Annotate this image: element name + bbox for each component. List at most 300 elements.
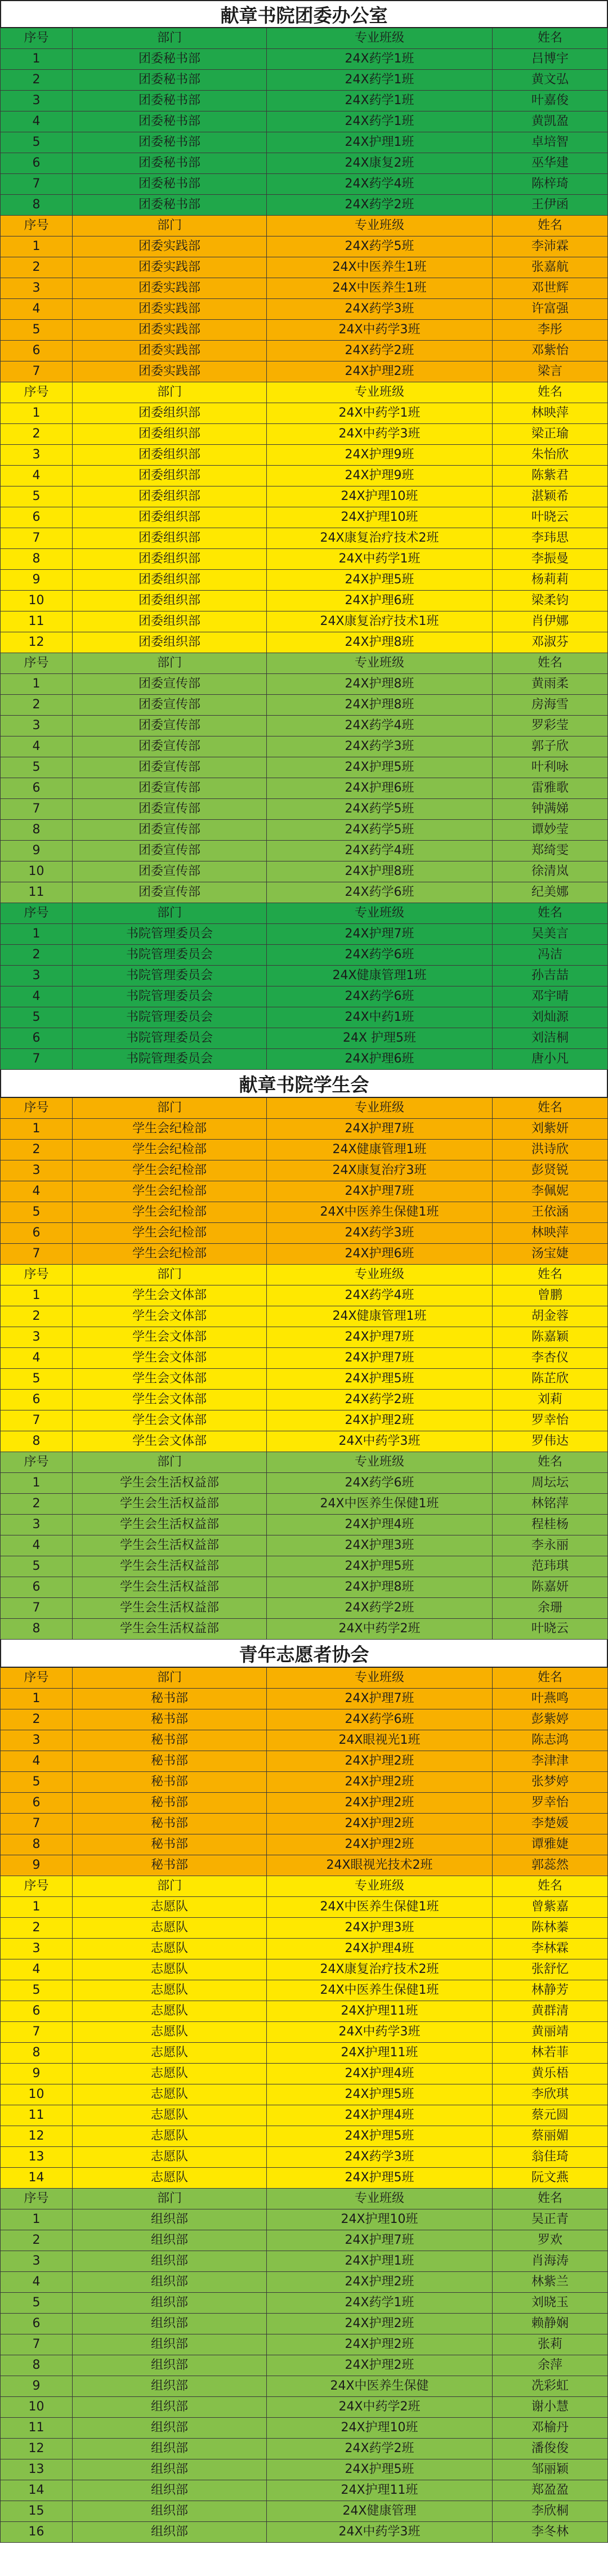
cell-class: 24X护理5班 [266, 570, 492, 590]
cell-class: 24X护理10班 [266, 507, 492, 528]
cell-department: 学生会纪检部 [72, 1119, 266, 1139]
table-row [0, 507, 608, 528]
cell-class: 24X护理6班 [266, 591, 492, 611]
table-row [0, 70, 608, 91]
cell-department: 学生会纪检部 [72, 1160, 266, 1181]
cell-class: 24X护理7班 [266, 924, 492, 944]
cell-class: 24X护理10班 [266, 2209, 492, 2230]
cell-index: 1 [0, 1897, 72, 1917]
cell-name: 邓淑芬 [492, 632, 608, 653]
table-row [0, 2126, 608, 2147]
cell-department: 秘书部 [72, 1793, 266, 1813]
table-row [0, 1730, 608, 1751]
cell-index: 11 [0, 2105, 72, 2126]
cell-department: 书院管理委员会 [72, 966, 266, 986]
cell-name: 陈紫君 [492, 466, 608, 486]
cell-name: 张舒忆 [492, 1959, 608, 1980]
cell-department: 团委组织部 [72, 570, 266, 590]
cell-index: 3 [0, 2251, 72, 2271]
cell-name: 张莉 [492, 2334, 608, 2355]
cell-department: 志愿队 [72, 1918, 266, 1938]
table-row [0, 2251, 608, 2272]
table-row [0, 1855, 608, 1876]
cell-name: 曾鹏 [492, 1285, 608, 1306]
cell-name: 叶晓云 [492, 507, 608, 528]
cell-index: 4 [0, 1959, 72, 1980]
table-row [0, 1390, 608, 1410]
cell-name: 罗欢 [492, 2230, 608, 2251]
header-index: 序号 [0, 216, 72, 236]
cell-name: 张嘉航 [492, 257, 608, 278]
cell-index: 6 [0, 2001, 72, 2021]
cell-name: 郭子欣 [492, 736, 608, 757]
cell-department: 学生会文体部 [72, 1410, 266, 1431]
table-header-row [0, 1098, 608, 1119]
cell-name: 叶利咏 [492, 757, 608, 778]
cell-class: 24X中医养生保健1班 [266, 1202, 492, 1222]
cell-department: 团委实践部 [72, 361, 266, 382]
cell-index: 3 [0, 1939, 72, 1959]
cell-department: 团委组织部 [72, 403, 266, 423]
table-row [0, 1834, 608, 1855]
cell-department: 学生会生活权益部 [72, 1556, 266, 1577]
cell-department: 学生会生活权益部 [72, 1535, 266, 1556]
cell-name: 罗幸怡 [492, 1793, 608, 1813]
cell-name: 曾紫嘉 [492, 1897, 608, 1917]
cell-index: 1 [0, 2209, 72, 2230]
cell-index: 13 [0, 2459, 72, 2480]
cell-class: 24X中药学3班 [266, 1431, 492, 1452]
cell-index: 1 [0, 1689, 72, 1709]
cell-name: 黄乐梧 [492, 2064, 608, 2084]
cell-index: 10 [0, 591, 72, 611]
cell-department: 团委宣传部 [72, 820, 266, 840]
header-name: 姓名 [492, 1098, 608, 1118]
table-row [0, 111, 608, 132]
table-row [0, 799, 608, 820]
cell-index: 2 [0, 257, 72, 278]
cell-class: 24X康复治疗技术2班 [266, 528, 492, 548]
cell-class: 24X中医养生保健1班 [266, 1897, 492, 1917]
cell-name: 黄群清 [492, 2001, 608, 2021]
table-row [0, 466, 608, 486]
cell-name: 邓紫怡 [492, 341, 608, 361]
cell-class: 24X 护理5班 [266, 1028, 492, 1048]
cell-index: 11 [0, 611, 72, 632]
cell-name: 余珊 [492, 1598, 608, 1618]
cell-index: 4 [0, 1348, 72, 1368]
table-row [0, 361, 608, 382]
cell-department: 团委秘书部 [72, 91, 266, 111]
cell-department: 学生会文体部 [72, 1285, 266, 1306]
cell-class: 24X护理6班 [266, 1244, 492, 1264]
cell-index: 9 [0, 1855, 72, 1876]
cell-class: 24X药学1班 [266, 2293, 492, 2313]
table-row [0, 49, 608, 70]
cell-name: 郑绮雯 [492, 841, 608, 861]
cell-index: 1 [0, 1473, 72, 1493]
table-row [0, 1007, 608, 1028]
cell-name: 房海雪 [492, 695, 608, 715]
cell-index: 3 [0, 716, 72, 736]
cell-department: 学生会文体部 [72, 1348, 266, 1368]
header-department: 部门 [72, 653, 266, 673]
cell-name: 梁言 [492, 361, 608, 382]
header-department: 部门 [72, 1668, 266, 1688]
cell-department: 组织部 [72, 2314, 266, 2334]
cell-class: 24X药学4班 [266, 841, 492, 861]
header-index: 序号 [0, 2189, 72, 2209]
cell-department: 学生会生活权益部 [72, 1494, 266, 1514]
cell-index: 2 [0, 1306, 72, 1327]
cell-department: 秘书部 [72, 1730, 266, 1751]
header-index: 序号 [0, 653, 72, 673]
cell-name: 汤宝婕 [492, 1244, 608, 1264]
header-name: 姓名 [492, 1452, 608, 1472]
cell-department: 团委组织部 [72, 632, 266, 653]
cell-department: 书院管理委员会 [72, 924, 266, 944]
table-header-row [0, 28, 608, 49]
cell-class: 24X药学6班 [266, 1473, 492, 1493]
cell-class: 24X护理3班 [266, 1918, 492, 1938]
cell-index: 10 [0, 2397, 72, 2417]
cell-class: 24X康复治疗技术2班 [266, 1959, 492, 1980]
cell-class: 24X护理5班 [266, 757, 492, 778]
cell-name: 叶晓云 [492, 1619, 608, 1639]
cell-name: 叶燕鸣 [492, 1689, 608, 1709]
cell-department: 团委秘书部 [72, 49, 266, 69]
cell-index: 10 [0, 2084, 72, 2105]
cell-name: 翁佳琦 [492, 2147, 608, 2167]
cell-name: 李永丽 [492, 1535, 608, 1556]
table-row [0, 424, 608, 445]
cell-department: 团委宣传部 [72, 778, 266, 798]
cell-department: 书院管理委员会 [72, 945, 266, 965]
cell-class: 24X药学2班 [266, 1598, 492, 1618]
cell-index: 1 [0, 1119, 72, 1139]
cell-department: 志愿队 [72, 1959, 266, 1980]
cell-class: 24X药学6班 [266, 945, 492, 965]
cell-index: 7 [0, 1244, 72, 1264]
cell-department: 志愿队 [72, 2064, 266, 2084]
header-department: 部门 [72, 382, 266, 403]
cell-class: 24X健康管理 [266, 2501, 492, 2521]
cell-index: 2 [0, 70, 72, 90]
table-row [0, 632, 608, 653]
cell-department: 志愿队 [72, 2084, 266, 2105]
cell-class: 24X药学3班 [266, 2147, 492, 2167]
table-row [0, 2397, 608, 2418]
table-row [0, 1897, 608, 1918]
cell-class: 24X护理8班 [266, 632, 492, 653]
header-class: 专业班级 [266, 903, 492, 923]
cell-name: 湛颖希 [492, 486, 608, 507]
cell-index: 5 [0, 757, 72, 778]
cell-name: 肖海涛 [492, 2251, 608, 2271]
cell-name: 李欣琪 [492, 2084, 608, 2105]
cell-department: 志愿队 [72, 2105, 266, 2126]
table-row [0, 486, 608, 507]
cell-name: 林铭萍 [492, 1494, 608, 1514]
cell-index: 6 [0, 1390, 72, 1410]
cell-department: 学生会纪检部 [72, 1202, 266, 1222]
table-row [0, 2168, 608, 2189]
table-row [0, 945, 608, 966]
cell-class: 24X中医养生1班 [266, 278, 492, 298]
table-row [0, 278, 608, 299]
cell-name: 陈梓琦 [492, 174, 608, 194]
cell-class: 24X中药学2班 [266, 1619, 492, 1639]
table-row [0, 1918, 608, 1939]
table-row [0, 1160, 608, 1181]
cell-name: 肖伊娜 [492, 611, 608, 632]
cell-class: 24X健康管理1班 [266, 1140, 492, 1160]
cell-department: 组织部 [72, 2230, 266, 2251]
cell-index: 2 [0, 1494, 72, 1514]
table-row [0, 820, 608, 841]
cell-index: 5 [0, 1202, 72, 1222]
table-row [0, 1369, 608, 1390]
cell-name: 刘莉 [492, 1390, 608, 1410]
cell-name: 吕博宇 [492, 49, 608, 69]
cell-index: 2 [0, 1140, 72, 1160]
cell-name: 梁柔钧 [492, 591, 608, 611]
cell-class: 24X护理2班 [266, 1410, 492, 1431]
cell-name: 李振曼 [492, 549, 608, 569]
cell-name: 李玮思 [492, 528, 608, 548]
cell-name: 周坛坛 [492, 1473, 608, 1493]
cell-class: 24X中药学2班 [266, 2397, 492, 2417]
cell-name: 彭贤锐 [492, 1160, 608, 1181]
cell-index: 4 [0, 736, 72, 757]
cell-index: 4 [0, 2272, 72, 2292]
cell-index: 5 [0, 1980, 72, 2001]
cell-department: 团委宣传部 [72, 716, 266, 736]
cell-department: 书院管理委员会 [72, 986, 266, 1007]
cell-class: 24X护理2班 [266, 1751, 492, 1771]
cell-department: 团委宣传部 [72, 674, 266, 694]
table-row [0, 1119, 608, 1140]
table-row [0, 861, 608, 882]
cell-name: 王依涵 [492, 1202, 608, 1222]
cell-name: 陈志鸿 [492, 1730, 608, 1751]
header-department: 部门 [72, 1876, 266, 1896]
header-department: 部门 [72, 1452, 266, 1472]
table-row [0, 549, 608, 570]
cell-index: 1 [0, 236, 72, 257]
cell-index: 7 [0, 1410, 72, 1431]
cell-class: 24X药学3班 [266, 736, 492, 757]
cell-name: 谭雅婕 [492, 1834, 608, 1855]
header-name: 姓名 [492, 382, 608, 403]
cell-name: 谭妙莹 [492, 820, 608, 840]
cell-name: 李林霖 [492, 1939, 608, 1959]
table-row [0, 1598, 608, 1619]
cell-name: 陈芷欣 [492, 1369, 608, 1389]
cell-department: 学生会文体部 [72, 1327, 266, 1347]
cell-name: 谢小慧 [492, 2397, 608, 2417]
cell-department: 书院管理委员会 [72, 1028, 266, 1048]
cell-department: 秘书部 [72, 1834, 266, 1855]
cell-class: 24X护理8班 [266, 1577, 492, 1597]
header-class: 专业班级 [266, 653, 492, 673]
cell-class: 24X护理2班 [266, 2334, 492, 2355]
cell-name: 叶嘉俊 [492, 91, 608, 111]
cell-class: 24X药学2班 [266, 2439, 492, 2459]
header-index: 序号 [0, 1098, 72, 1118]
cell-department: 团委组织部 [72, 591, 266, 611]
table-row [0, 757, 608, 778]
cell-index: 5 [0, 1556, 72, 1577]
header-class: 专业班级 [266, 28, 492, 48]
table-row [0, 1535, 608, 1556]
cell-department: 学生会生活权益部 [72, 1577, 266, 1597]
cell-department: 秘书部 [72, 1709, 266, 1730]
cell-class: 24X护理5班 [266, 2084, 492, 2105]
table-row [0, 1410, 608, 1431]
cell-class: 24X护理4班 [266, 1515, 492, 1535]
table-row [0, 2147, 608, 2168]
cell-department: 秘书部 [72, 1772, 266, 1792]
cell-department: 团委实践部 [72, 236, 266, 257]
cell-department: 学生会纪检部 [72, 1140, 266, 1160]
cell-class: 24X护理4班 [266, 2064, 492, 2084]
cell-index: 4 [0, 1535, 72, 1556]
table-row [0, 1751, 608, 1772]
cell-index: 12 [0, 2439, 72, 2459]
cell-index: 7 [0, 1598, 72, 1618]
cell-name: 刘洁桐 [492, 1028, 608, 1048]
cell-class: 24X护理5班 [266, 1369, 492, 1389]
table-row [0, 341, 608, 361]
cell-class: 24X中药学3班 [266, 424, 492, 444]
cell-department: 团委宣传部 [72, 736, 266, 757]
header-name: 姓名 [492, 2189, 608, 2209]
header-class: 专业班级 [266, 1876, 492, 1896]
cell-name: 李冬林 [492, 2522, 608, 2542]
cell-index: 4 [0, 986, 72, 1007]
cell-department: 秘书部 [72, 1689, 266, 1709]
cell-name: 林映萍 [492, 403, 608, 423]
cell-department: 志愿队 [72, 2126, 266, 2146]
header-index: 序号 [0, 1668, 72, 1688]
cell-department: 学生会生活权益部 [72, 1515, 266, 1535]
cell-index: 6 [0, 1223, 72, 1243]
table-row [0, 2314, 608, 2334]
table-row [0, 1619, 608, 1640]
table-row [0, 1814, 608, 1834]
table-header-row [0, 653, 608, 674]
header-class: 专业班级 [266, 1452, 492, 1472]
cell-department: 组织部 [72, 2459, 266, 2480]
table-row [0, 1306, 608, 1327]
cell-department: 组织部 [72, 2334, 266, 2355]
cell-class: 24X护理2班 [266, 361, 492, 382]
table-row [0, 1181, 608, 1202]
header-index: 序号 [0, 903, 72, 923]
cell-department: 团委秘书部 [72, 111, 266, 132]
cell-name: 刘灿源 [492, 1007, 608, 1028]
cell-class: 24X中药学1班 [266, 549, 492, 569]
cell-department: 团委组织部 [72, 528, 266, 548]
cell-class: 24X护理6班 [266, 1049, 492, 1069]
cell-index: 6 [0, 778, 72, 798]
cell-index: 1 [0, 1285, 72, 1306]
cell-class: 24X眼视光1班 [266, 1730, 492, 1751]
table-header-row [0, 1265, 608, 1285]
table-row [0, 2084, 608, 2105]
cell-class: 24X药学3班 [266, 1223, 492, 1243]
table-row [0, 299, 608, 320]
table-row [0, 2043, 608, 2064]
table-row [0, 2209, 608, 2230]
cell-index: 1 [0, 924, 72, 944]
cell-index: 7 [0, 2022, 72, 2042]
cell-index: 2 [0, 1709, 72, 1730]
cell-index: 4 [0, 111, 72, 132]
cell-index: 2 [0, 1918, 72, 1938]
header-name: 姓名 [492, 1668, 608, 1688]
cell-index: 15 [0, 2501, 72, 2521]
cell-class: 24X护理8班 [266, 695, 492, 715]
cell-department: 团委组织部 [72, 486, 266, 507]
table-row [0, 570, 608, 591]
cell-class: 24X护理2班 [266, 2314, 492, 2334]
header-name: 姓名 [492, 903, 608, 923]
table-row [0, 132, 608, 153]
cell-class: 24X中医养生1班 [266, 257, 492, 278]
table-row [0, 986, 608, 1007]
cell-department: 团委组织部 [72, 466, 266, 486]
cell-name: 黄丽靖 [492, 2022, 608, 2042]
cell-index: 3 [0, 1730, 72, 1751]
cell-class: 24X护理10班 [266, 486, 492, 507]
cell-class: 24X护理9班 [266, 445, 492, 465]
cell-department: 团委组织部 [72, 611, 266, 632]
cell-index: 5 [0, 1007, 72, 1028]
table-row [0, 924, 608, 945]
cell-class: 24X护理3班 [266, 1535, 492, 1556]
cell-name: 罗伟达 [492, 1431, 608, 1452]
table-row [0, 1793, 608, 1814]
cell-index: 11 [0, 2418, 72, 2438]
cell-class: 24X药学1班 [266, 49, 492, 69]
cell-class: 24X中药1班 [266, 1007, 492, 1028]
cell-index: 8 [0, 1431, 72, 1452]
cell-index: 8 [0, 1834, 72, 1855]
cell-class: 24X护理5班 [266, 2126, 492, 2146]
cell-name: 杨莉莉 [492, 570, 608, 590]
header-department: 部门 [72, 2189, 266, 2209]
section-title: 献章书院团委办公室 [0, 0, 608, 28]
cell-name: 余萍 [492, 2355, 608, 2376]
cell-name: 梁正瑜 [492, 424, 608, 444]
cell-department: 团委实践部 [72, 299, 266, 319]
cell-class: 24X药学6班 [266, 986, 492, 1007]
table-row [0, 236, 608, 257]
table-row [0, 1327, 608, 1348]
cell-class: 24X药学5班 [266, 820, 492, 840]
cell-department: 秘书部 [72, 1751, 266, 1771]
cell-index: 2 [0, 424, 72, 444]
cell-name: 冯洁 [492, 945, 608, 965]
cell-class: 24X健康管理1班 [266, 966, 492, 986]
cell-department: 组织部 [72, 2272, 266, 2292]
cell-class: 24X护理7班 [266, 1348, 492, 1368]
cell-name: 蔡元圆 [492, 2105, 608, 2126]
cell-class: 24X药学4班 [266, 174, 492, 194]
table-row [0, 2001, 608, 2022]
